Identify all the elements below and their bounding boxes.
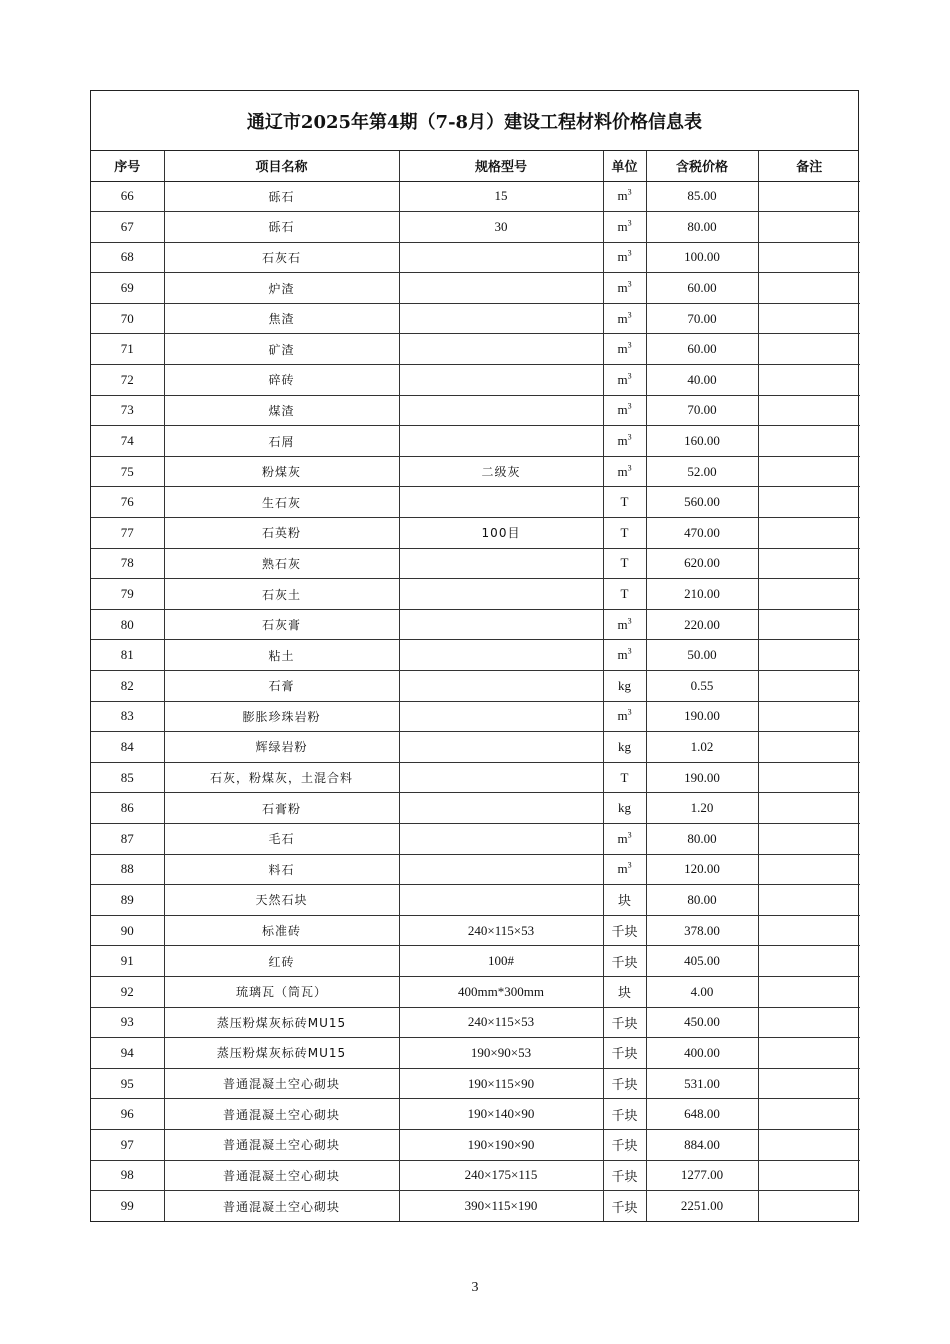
cell-unit: T [603,579,646,610]
cell-unit: T [603,518,646,549]
cell-seq: 78 [91,548,164,579]
cell-seq: 77 [91,518,164,549]
cell-price: 40.00 [646,365,758,396]
cell-remark [758,793,860,824]
table-row [91,854,860,885]
table-row [91,823,860,854]
cell-name: 粉煤灰 [164,456,399,487]
cell-unit: 块 [603,976,646,1007]
table-row [91,1099,860,1130]
cell-seq: 74 [91,426,164,457]
cell-name: 石灰，粉煤灰，土混合料 [164,762,399,793]
cell-price: 1.02 [646,732,758,763]
table-row [91,640,860,671]
cell-seq: 93 [91,1007,164,1038]
table-title: 通辽市2025年第4期（7-8月）建设工程材料价格信息表 [91,91,858,151]
cell-spec: 100目 [399,518,603,549]
cell-name: 膨胀珍珠岩粉 [164,701,399,732]
cell-spec [399,823,603,854]
table-row [91,976,860,1007]
cell-name: 普通混凝土空心砌块 [164,1129,399,1160]
cell-unit: $m^3$ [603,334,646,365]
table-row [91,334,860,365]
cell-price: 160.00 [646,426,758,457]
table-row [91,242,860,273]
cell-price: 60.00 [646,334,758,365]
cell-name: 琉璃瓦（筒瓦） [164,976,399,1007]
header-row [91,151,860,181]
cell-remark [758,1068,860,1099]
cell-spec: 190×140×90 [399,1099,603,1130]
cell-remark [758,823,860,854]
cell-name: 蒸压粉煤灰标砖MU15 [164,1038,399,1069]
cell-remark [758,426,860,457]
cell-price: 400.00 [646,1038,758,1069]
cell-unit: 千块 [603,915,646,946]
cell-price: 470.00 [646,518,758,549]
cell-price: 190.00 [646,701,758,732]
table-row [91,1129,860,1160]
cell-seq: 99 [91,1191,164,1222]
table-row [91,701,860,732]
cell-name: 石屑 [164,426,399,457]
cell-price: 70.00 [646,303,758,334]
table-row [91,518,860,549]
table-row [91,1191,860,1222]
cell-price: 70.00 [646,395,758,426]
cell-remark [758,732,860,763]
cell-unit: T [603,487,646,518]
header-seq: 序号 [91,151,164,181]
cell-remark [758,579,860,610]
cell-seq: 94 [91,1038,164,1069]
cell-price: 80.00 [646,885,758,916]
cell-remark [758,762,860,793]
cell-seq: 89 [91,885,164,916]
cell-spec [399,548,603,579]
cell-remark [758,671,860,702]
cell-name: 石灰土 [164,579,399,610]
cell-price: 220.00 [646,609,758,640]
cell-seq: 71 [91,334,164,365]
cell-remark [758,456,860,487]
table-row [91,762,860,793]
table-row [91,212,860,243]
cell-unit: 块 [603,885,646,916]
cell-remark [758,885,860,916]
cell-name: 普通混凝土空心砌块 [164,1068,399,1099]
cell-spec [399,426,603,457]
cell-name: 普通混凝土空心砌块 [164,1191,399,1222]
cell-unit: kg [603,793,646,824]
cell-name: 辉绿岩粉 [164,732,399,763]
cell-unit: 千块 [603,1191,646,1222]
cell-remark [758,334,860,365]
table-row [91,365,860,396]
table-row [91,732,860,763]
cell-price: 100.00 [646,242,758,273]
cell-price: 60.00 [646,273,758,304]
cell-unit: $m^3$ [603,273,646,304]
cell-seq: 86 [91,793,164,824]
cell-seq: 96 [91,1099,164,1130]
cell-price: 648.00 [646,1099,758,1130]
cell-spec [399,762,603,793]
cell-seq: 85 [91,762,164,793]
cell-seq: 67 [91,212,164,243]
table-row [91,426,860,457]
cell-unit: $m^3$ [603,854,646,885]
cell-name: 红砖 [164,946,399,977]
cell-unit: T [603,762,646,793]
table-row [91,548,860,579]
cell-price: 450.00 [646,1007,758,1038]
cell-spec [399,885,603,916]
cell-seq: 79 [91,579,164,610]
cell-remark [758,1160,860,1191]
table-row [91,1007,860,1038]
cell-unit: $m^3$ [603,701,646,732]
cell-price: 620.00 [646,548,758,579]
cell-name: 粘土 [164,640,399,671]
cell-unit: 千块 [603,1099,646,1130]
cell-name: 煤渣 [164,395,399,426]
cell-price: 120.00 [646,854,758,885]
cell-remark [758,365,860,396]
cell-price: 1.20 [646,793,758,824]
cell-unit: kg [603,671,646,702]
cell-unit: 千块 [603,1038,646,1069]
cell-remark [758,273,860,304]
header-price: 含税价格 [646,151,758,181]
cell-spec [399,732,603,763]
cell-remark [758,976,860,1007]
cell-seq: 81 [91,640,164,671]
table-row [91,885,860,916]
cell-remark [758,640,860,671]
table-row [91,1160,860,1191]
cell-spec [399,303,603,334]
cell-unit: $m^3$ [603,181,646,212]
cell-name: 石膏 [164,671,399,702]
cell-seq: 97 [91,1129,164,1160]
cell-seq: 69 [91,273,164,304]
cell-unit: 千块 [603,1068,646,1099]
table-row [91,303,860,334]
table-row [91,671,860,702]
cell-name: 天然石块 [164,885,399,916]
cell-spec: 240×115×53 [399,1007,603,1038]
cell-price: 0.55 [646,671,758,702]
cell-spec: 240×115×53 [399,915,603,946]
cell-unit: 千块 [603,1160,646,1191]
header-spec: 规格型号 [399,151,603,181]
cell-unit: $m^3$ [603,823,646,854]
cell-remark [758,1099,860,1130]
cell-price: 190.00 [646,762,758,793]
cell-unit: $m^3$ [603,426,646,457]
table-row [91,487,860,518]
cell-remark [758,518,860,549]
cell-spec [399,640,603,671]
cell-unit: $m^3$ [603,242,646,273]
cell-remark [758,1129,860,1160]
table-row [91,793,860,824]
cell-spec [399,671,603,702]
cell-name: 石英粉 [164,518,399,549]
cell-price: 50.00 [646,640,758,671]
cell-name: 毛石 [164,823,399,854]
cell-spec: 30 [399,212,603,243]
cell-name: 标准砖 [164,915,399,946]
cell-remark [758,242,860,273]
cell-remark [758,854,860,885]
cell-seq: 90 [91,915,164,946]
cell-name: 蒸压粉煤灰标砖MU15 [164,1007,399,1038]
cell-spec: 100# [399,946,603,977]
cell-seq: 87 [91,823,164,854]
cell-spec: 390×115×190 [399,1191,603,1222]
cell-unit: $m^3$ [603,365,646,396]
cell-spec: 二级灰 [399,456,603,487]
page-number: 3 [471,1280,479,1295]
cell-name: 砾石 [164,181,399,212]
cell-spec [399,701,603,732]
cell-name: 砾石 [164,212,399,243]
cell-name: 生石灰 [164,487,399,518]
table-row [91,579,860,610]
cell-price: 378.00 [646,915,758,946]
cell-spec [399,579,603,610]
cell-unit: 千块 [603,1007,646,1038]
table-row [91,181,860,212]
header-unit: 单位 [603,151,646,181]
cell-price: 80.00 [646,212,758,243]
table-row [91,273,860,304]
cell-seq: 88 [91,854,164,885]
cell-spec: 190×115×90 [399,1068,603,1099]
table-row [91,395,860,426]
cell-price: 1277.00 [646,1160,758,1191]
header-remark: 备注 [758,151,860,181]
cell-name: 碎砖 [164,365,399,396]
cell-seq: 73 [91,395,164,426]
cell-seq: 91 [91,946,164,977]
cell-spec [399,793,603,824]
cell-unit: $m^3$ [603,456,646,487]
cell-name: 焦渣 [164,303,399,334]
cell-name: 石灰膏 [164,609,399,640]
cell-remark [758,946,860,977]
table-row [91,609,860,640]
cell-price: 210.00 [646,579,758,610]
cell-seq: 75 [91,456,164,487]
cell-remark [758,181,860,212]
cell-seq: 80 [91,609,164,640]
cell-price: 80.00 [646,823,758,854]
cell-name: 石膏粉 [164,793,399,824]
cell-spec [399,609,603,640]
header-name: 项目名称 [164,151,399,181]
table-row [91,456,860,487]
cell-spec: 190×190×90 [399,1129,603,1160]
cell-spec: 15 [399,181,603,212]
cell-spec [399,334,603,365]
cell-price: 85.00 [646,181,758,212]
cell-remark [758,548,860,579]
cell-price: 560.00 [646,487,758,518]
table-row [91,915,860,946]
cell-price: 531.00 [646,1068,758,1099]
cell-name: 矿渣 [164,334,399,365]
cell-unit: $m^3$ [603,303,646,334]
cell-seq: 72 [91,365,164,396]
cell-remark [758,395,860,426]
cell-remark [758,1007,860,1038]
table-row [91,946,860,977]
cell-unit: $m^3$ [603,609,646,640]
cell-price: 2251.00 [646,1191,758,1222]
cell-price: 405.00 [646,946,758,977]
cell-spec [399,487,603,518]
cell-price: 4.00 [646,976,758,1007]
cell-name: 熟石灰 [164,548,399,579]
cell-name: 炉渣 [164,273,399,304]
table-row [91,1038,860,1069]
cell-unit: $m^3$ [603,640,646,671]
cell-seq: 95 [91,1068,164,1099]
cell-seq: 83 [91,701,164,732]
cell-spec: 240×175×115 [399,1160,603,1191]
price-table [91,151,860,1221]
cell-seq: 92 [91,976,164,1007]
cell-spec [399,395,603,426]
cell-remark [758,487,860,518]
cell-price: 884.00 [646,1129,758,1160]
cell-spec [399,273,603,304]
cell-price: 52.00 [646,456,758,487]
table-row [91,1068,860,1099]
cell-remark [758,303,860,334]
cell-remark [758,212,860,243]
cell-seq: 84 [91,732,164,763]
cell-seq: 82 [91,671,164,702]
cell-remark [758,609,860,640]
cell-spec [399,854,603,885]
cell-remark [758,1191,860,1222]
cell-unit: 千块 [603,946,646,977]
cell-unit: T [603,548,646,579]
cell-name: 普通混凝土空心砌块 [164,1160,399,1191]
cell-seq: 76 [91,487,164,518]
cell-spec: 400mm*300mm [399,976,603,1007]
cell-unit: kg [603,732,646,763]
cell-name: 普通混凝土空心砌块 [164,1099,399,1130]
cell-spec [399,365,603,396]
cell-unit: $m^3$ [603,212,646,243]
cell-remark [758,701,860,732]
cell-remark [758,1038,860,1069]
cell-name: 石灰石 [164,242,399,273]
cell-name: 料石 [164,854,399,885]
table-body [91,181,860,1221]
price-table-sheet [90,90,859,1222]
cell-seq: 68 [91,242,164,273]
cell-spec [399,242,603,273]
cell-seq: 66 [91,181,164,212]
cell-unit: $m^3$ [603,395,646,426]
cell-seq: 70 [91,303,164,334]
cell-unit: 千块 [603,1129,646,1160]
cell-seq: 98 [91,1160,164,1191]
cell-remark [758,915,860,946]
cell-spec: 190×90×53 [399,1038,603,1069]
